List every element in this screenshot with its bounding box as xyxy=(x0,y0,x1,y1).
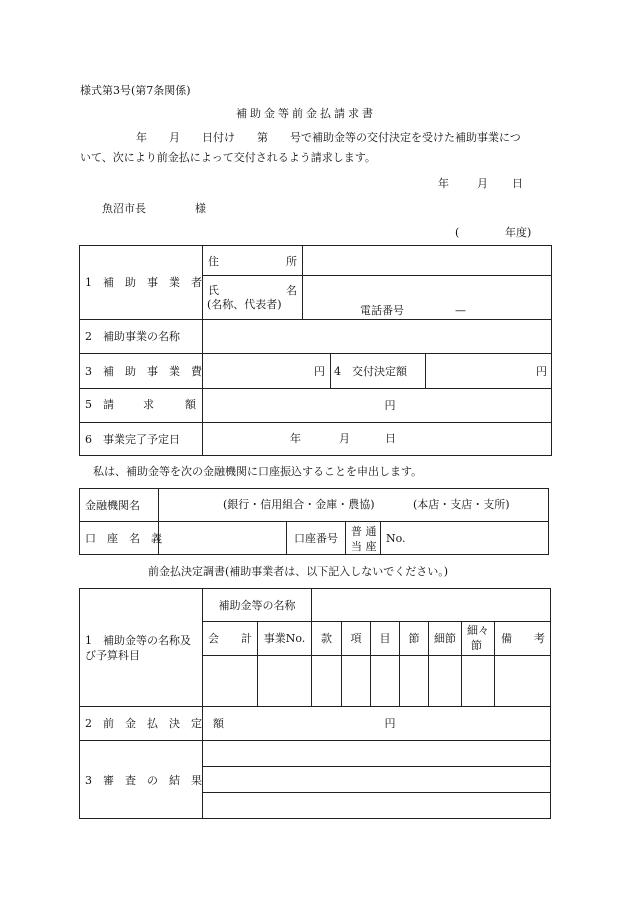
decided-amount-label: 4 交付決定額 xyxy=(334,364,407,378)
request-amount-field[interactable] xyxy=(203,389,551,421)
address-label-a: 住 xyxy=(208,255,219,268)
col-accounting: 会 計 xyxy=(208,632,252,645)
subsidy-name-label: 補助金等の名称 xyxy=(218,598,296,612)
subsidy-name-field[interactable] xyxy=(312,589,550,620)
fiscal-year-open: ( xyxy=(455,226,460,239)
col-saisetsu: 細節 xyxy=(434,632,456,645)
account-holder-field[interactable] xyxy=(159,522,285,554)
review-result-label: 3 審 査 の 結 果 xyxy=(85,773,202,787)
completion-date-field[interactable] xyxy=(203,423,551,455)
request-label-a: 5 請 xyxy=(85,398,114,411)
setsu-field[interactable] xyxy=(400,656,428,706)
yen-unit: 円 xyxy=(536,364,547,378)
account-number-field[interactable] xyxy=(381,522,548,554)
intro-line-1: 年 月 日付け 第 号で補助金等の交付決定を受けた補助事業につ xyxy=(136,131,521,144)
decided-amount-field[interactable] xyxy=(426,354,547,387)
phone-label: 電話番号 xyxy=(360,304,404,317)
document-title: 補助金等前金払請求書 xyxy=(236,107,376,120)
completion-year: 年 xyxy=(290,432,301,445)
budget-label-line-1: 1 補助金等の名称及 xyxy=(85,634,191,647)
col-project-no: 事業No. xyxy=(263,632,306,645)
no-label: No. xyxy=(386,531,406,545)
col-kan: 款 xyxy=(321,632,332,645)
address-field[interactable] xyxy=(303,246,551,274)
project-name-label: 2 補助事業の名称 xyxy=(85,330,180,343)
account-type-line-1: 普 通 xyxy=(351,525,377,538)
saisetsu-field[interactable] xyxy=(429,656,461,706)
yen-unit: 円 xyxy=(314,364,325,378)
col-remarks: 備 考 xyxy=(501,632,545,645)
date-year: 年 xyxy=(438,177,449,190)
kan-field[interactable] xyxy=(312,656,341,706)
col-moku: 目 xyxy=(379,632,391,645)
account-holder-label: 口 座 名 義 xyxy=(85,532,162,545)
addressee: 魚沼市長 xyxy=(102,202,146,215)
honorific: 様 xyxy=(195,202,206,215)
name-label-a: 氏 xyxy=(208,284,219,297)
remarks-field[interactable] xyxy=(495,656,550,706)
col-setsu: 節 xyxy=(408,632,420,645)
form-number: 様式第3号(第7条関係) xyxy=(80,84,191,97)
col-saisai-line-1: 細々 xyxy=(467,624,489,637)
project-name-field[interactable] xyxy=(203,320,551,352)
completion-month: 月 xyxy=(339,432,350,445)
project-cost-field[interactable] xyxy=(203,354,325,387)
name-label-sub: (名称、代表者) xyxy=(207,298,282,311)
project-cost-label: 3 補 助 事 業 費 xyxy=(85,364,202,378)
col-saisai-line-2: 節 xyxy=(471,639,482,652)
budget-label-line-2: び予算科目 xyxy=(85,649,140,662)
review-result-line-3[interactable] xyxy=(203,793,551,818)
date-month: 月 xyxy=(477,177,488,190)
accounting-field[interactable] xyxy=(203,656,257,706)
name-label-b: 名 xyxy=(286,284,297,297)
date-day: 日 xyxy=(512,177,523,190)
moku-field[interactable] xyxy=(371,656,399,706)
review-result-line-2[interactable] xyxy=(203,767,551,792)
completion-date-label: 6 事業完了予定日 xyxy=(85,433,180,446)
col-kou: 項 xyxy=(350,632,362,645)
institution-types: (銀行・信用組合・金庫・農協) xyxy=(223,498,375,511)
fiscal-year-close: 年度) xyxy=(505,226,532,239)
bank-intro: 私は、補助金等を次の金融機関に口座振込することを申出します。 xyxy=(93,465,423,478)
yen-unit: 円 xyxy=(384,399,396,412)
project-no-field[interactable] xyxy=(258,656,311,706)
completion-day: 日 xyxy=(385,432,396,445)
decision-title: 前金払決定調書(補助事業者は、以下記入しないでください。) xyxy=(148,565,449,578)
account-number-label: 口座番号 xyxy=(294,532,338,545)
decided-prepay-label: 2 前 金 払 決 定 額 xyxy=(85,717,224,730)
branch-types: (本店・支店・支所) xyxy=(413,498,510,511)
yen-unit: 円 xyxy=(384,717,396,730)
request-label-c: 額 xyxy=(185,398,196,411)
account-type-line-2: 当 座 xyxy=(351,540,377,553)
phone-dash: — xyxy=(455,304,466,317)
decided-prepay-field[interactable] xyxy=(203,707,551,739)
name-field[interactable] xyxy=(303,276,551,318)
address-label-b: 所 xyxy=(286,255,297,268)
request-label-b: 求 xyxy=(143,398,154,411)
review-result-line-1[interactable] xyxy=(203,741,551,766)
intro-line-2: いて、次により前金払によって交付されるよう請求します。 xyxy=(80,151,376,164)
institution-label: 金融機関名 xyxy=(85,498,140,512)
saisai-field[interactable] xyxy=(462,656,494,706)
applicant-label: 1 補 助 事 業 者 xyxy=(85,276,202,289)
kou-field[interactable] xyxy=(342,656,370,706)
